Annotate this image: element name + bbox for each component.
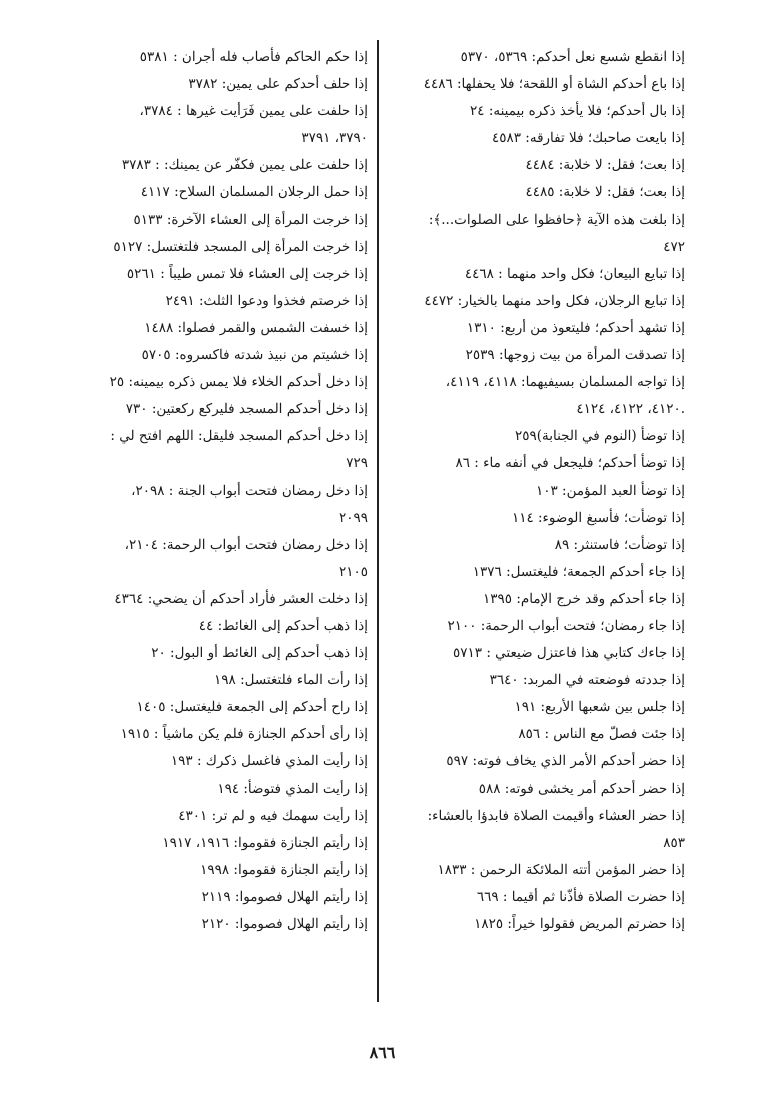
index-entry: إذا جاء أحدكم الجمعة؛ فليغتسل: ١٣٧٦ bbox=[472, 563, 685, 580]
index-entry: إذا دخلت العشر فأراد أحدكم أن يضحي: ٤٣٦٤ bbox=[114, 590, 368, 607]
index-entry: إذا حلفت على يمين فَرَأيت غيرها : ٣٧٨٤، bbox=[139, 103, 368, 120]
index-entry: إذا خشيتم من نبيذ شدته فاكسروه: ٥٧٠٥ bbox=[141, 347, 368, 364]
index-entry: إذا حلف أحدكم على يمين: ٣٧٨٢ bbox=[188, 76, 368, 93]
index-entry: إذا توضأ العبد المؤمن: ١٠٣ bbox=[536, 482, 685, 499]
index-entry: إذا رأيتم الجنازة فقوموا: ١٩١٦، ١٩١٧ bbox=[162, 834, 368, 851]
index-entry: إذا بال أحدكم؛ فلا يأخذ ذكره بيمينه: ٢٤ bbox=[470, 103, 685, 120]
index-entry: إذا حمل الرجلان المسلمان السلاح: ٤١١٧ bbox=[140, 184, 368, 201]
index-entry: ٧٢٩ bbox=[346, 455, 368, 472]
index-entry: إذا حضر العشاء وأقيمت الصلاة فابدؤا بالعشاء: bbox=[427, 807, 685, 824]
index-entry: إذا انقطع شسع نعل أحدكم: ٥٣٦٩، ٥٣٧٠ bbox=[460, 49, 685, 65]
index-entry: إذا رأيتم الهلال فصوموا: ٢١٢٠ bbox=[201, 916, 368, 932]
index-entry: إذا بلغت هذه الآية ﴿حافظوا على الصلوات...﴾: bbox=[428, 211, 685, 228]
index-entry: إذا بايعت صاحبك؛ فلا تفارقه: ٤٥٨٣ bbox=[491, 130, 685, 147]
index-entry: إذا راح أحدكم إلى الجمعة فليغتسل: ١٤٠٥ bbox=[136, 699, 368, 716]
index-entry: إذا دخل أحدكم المسجد فليقل: اللهم افتح لي : bbox=[110, 428, 368, 445]
index-entry: إذا رأيت المذي فتوضأ: ١٩٤ bbox=[217, 780, 368, 797]
index-entry: إذا رأيتم الهلال فصوموا: ٢١١٩ bbox=[201, 888, 368, 905]
index-entry: إذا توضأت؛ فاستنثر: ٨٩ bbox=[554, 536, 685, 553]
index-entry: إذا حضر أحدكم الأمر الذي يخاف فوته: ٥٩٧ bbox=[446, 753, 685, 770]
index-entry: إذا دخل أحدكم المسجد فليركع ركعتين: ٧٣٠ bbox=[125, 401, 368, 418]
index-entry: إذا حضر المؤمن أتته الملائكة الرحمن : ١٨٣٣ bbox=[437, 861, 685, 878]
index-entry: إذا تبايع الرجلان، فكل واحد منهما بالخيار: ٤٤٧٢ bbox=[424, 292, 685, 309]
index-entry: إذا جلس بين شعبها الأربع: ١٩١ bbox=[514, 699, 685, 716]
index-entry: إذا جاءك كتابي هذا فاعتزل ضيعتي : ٥٧١٣ bbox=[453, 645, 685, 662]
index-entry: إذا خرجت إلى العشاء فلا تمس طيباً : ٥٢٦١ bbox=[126, 265, 368, 282]
index-entry: إذا خسفت الشمس والقمر فصلوا: ١٤٨٨ bbox=[144, 319, 368, 336]
index-entry: إذا حكم الحاكم فأصاب فله أجران : ٥٣٨١ bbox=[139, 49, 368, 65]
index-entry: إذا تشهد أحدكم؛ فليتعوذ من أربع: ١٣١٠ bbox=[466, 319, 685, 336]
index-entry: إذا حلفت على يمين فكفّر عن يمينك: : ٣٧٨٣ bbox=[121, 157, 368, 174]
index-entry: إذا رأى أحدكم الجنازة فلم يكن ماشياً : ١٩١٥ bbox=[120, 726, 368, 743]
index-entry: إذا تصدقت المرأة من بيت زوجها: ٢٥٣٩ bbox=[465, 347, 685, 364]
index-entry: إذا توضأت؛ فأسبغ الوضوء: ١١٤ bbox=[511, 509, 685, 526]
index-entry: إذا تبايع البيعان؛ فكل واحد منهما : ٤٤٦٨ bbox=[464, 265, 685, 282]
index-entry: إذا دخل أحدكم الخلاء فلا يمس ذكره بيمينه: ٢٥ bbox=[109, 374, 368, 391]
index-entry: إذا باع أحدكم الشاة أو اللقحة؛ فلا يحفلها: ٤٤٨٦ bbox=[423, 76, 685, 93]
column-divider bbox=[377, 40, 379, 1002]
index-entry: ٢٠٩٩ bbox=[338, 509, 368, 526]
index-entry: إذا حضرتم المريض فقولوا خيراً: ١٨٢٥ bbox=[474, 916, 685, 932]
index-entry: إذا خرجت المرأة إلى المسجد فلتغتسل: ٥١٢٧ bbox=[113, 238, 368, 255]
index-entry: إذا رأت الماء فلتغتسل: ١٩٨ bbox=[214, 672, 368, 689]
index-entry: إذا ذهب أحدكم إلى الغائط: ٤٤ bbox=[198, 617, 368, 634]
index-entry: إذا بعت؛ فقل: لا خلابة: ٤٤٨٥ bbox=[525, 184, 685, 201]
index-entry: إذا توضأ (النوم في الجنابة)٢٥٩ bbox=[514, 428, 685, 445]
index-entry: إذا حضر أحدكم أمر يخشى فوته: ٥٨٨ bbox=[478, 780, 685, 797]
index-entry: ٣٧٩٠، ٣٧٩١ bbox=[301, 130, 368, 147]
index-entry: إذا رأيت سهمك فيه و لم تر: ٤٣٠١ bbox=[178, 807, 368, 824]
index-entry: إذا جاء رمضان؛ فتحت أبواب الرحمة: ٢١٠٠ bbox=[447, 617, 685, 634]
index-entry: إذا رأيت المذي فاغسل ذكرك : ١٩٣ bbox=[170, 753, 368, 770]
index-entry: إذا رأيتم الجنازة فقوموا: ١٩٩٨ bbox=[200, 861, 368, 878]
index-entry: إذا توضأ أحدكم؛ فليجعل في أنفه ماء : ٨٦ bbox=[455, 455, 685, 472]
index-entry: إذا جددته فوضعته في المربد: ٣٦٤٠ bbox=[489, 672, 685, 689]
left-column bbox=[73, 44, 368, 938]
right-column bbox=[380, 44, 685, 938]
index-entry: ٢١٠٥ bbox=[338, 563, 368, 580]
index-entry: إذا بعت؛ فقل: لا خلابة: ٤٤٨٤ bbox=[525, 157, 685, 174]
index-entry: إذا جئت فصلّ مع الناس : ٨٥٦ bbox=[518, 726, 685, 743]
index-entry: إذا خرجت المرأة إلى العشاء الآخرة: ٥١٣٣ bbox=[133, 211, 368, 228]
index-entry: إذا خرصتم فخذوا ودعوا الثلث: ٢٤٩١ bbox=[165, 292, 368, 309]
page-number: ٨٦٦ bbox=[369, 1043, 396, 1062]
index-entry: إذا تواجه المسلمان بسيفيهما: ٤١١٨، ٤١١٩، bbox=[445, 374, 685, 391]
index-entry: إذا ذهب أحدكم إلى الغائط أو البول: ٢٠ bbox=[151, 645, 368, 662]
index-entry: إذا جاء أحدكم وقد خرج الإمام: ١٣٩٥ bbox=[483, 590, 685, 607]
index-entry: إذا دخل رمضان فتحت أبواب الرحمة: ٢١٠٤، bbox=[124, 536, 368, 553]
index-entry: ٤٧٢ bbox=[663, 238, 685, 255]
index-entry: إذا دخل رمضان فتحت أبواب الجنة : ٢٠٩٨، bbox=[131, 482, 368, 499]
index-entry: ٤١٢٠، ٤١٢٢، ٤١٢٤. bbox=[576, 401, 685, 418]
index-entry: ٨٥٣ bbox=[663, 834, 685, 851]
index-entry: إذا حضرت الصلاة فأذّنا ثم أقيما : ٦٦٩ bbox=[476, 888, 685, 905]
